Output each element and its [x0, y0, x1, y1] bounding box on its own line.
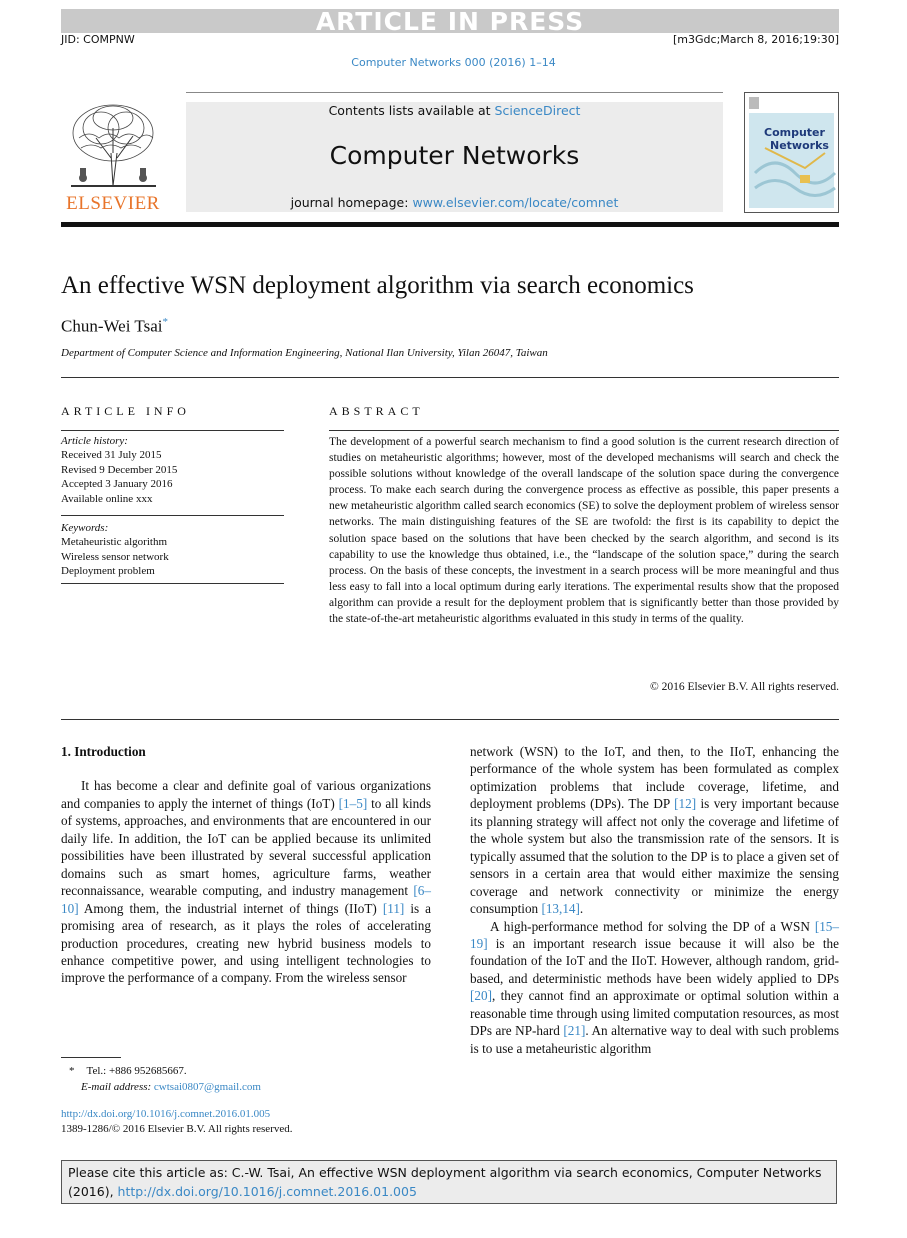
keyword-item: Deployment problem [61, 565, 155, 578]
text-run: . An alternative way to deal with such problems is to use a metaheuristic algorithm [470, 1023, 839, 1056]
history-label: Article history: [61, 435, 128, 447]
text-run: , they cannot find an approximate or optimal solution within a reasonable time through using limited computation resources, as most DPs are NP-hard [470, 988, 839, 1039]
footnote-email-line [61, 1079, 431, 1095]
reference-link[interactable]: [6–10] [61, 883, 431, 916]
article-info-heading: ARTICLE INFO [61, 404, 190, 418]
reference-link[interactable]: [15–19] [470, 918, 839, 951]
build-stamp: [m3Gdc;March 8, 2016;19:30] [673, 33, 839, 46]
contents-line [186, 103, 723, 118]
text-run: Among them, the industrial internet of things (IIoT) [78, 900, 383, 916]
keyword-item: Wireless sensor network [61, 550, 169, 563]
cite-doi-link[interactable]: http://dx.doi.org/10.1016/j.comnet.2016.01.005 [117, 1184, 417, 1199]
paragraph [470, 918, 839, 1058]
email-link[interactable]: cwtsai0807@gmail.com [153, 1081, 261, 1093]
divider [61, 377, 839, 378]
history-item: Received 31 July 2015 [61, 449, 162, 462]
text-run: . [579, 901, 584, 917]
text-run: to all kinds of systems, approaches, and environments that are encountered in our daily life. In addition, the IoT can be applied because its unlimited possibilities have been illustrated by several successful application domains such as smart homes, agriculture farms, weather reconnaissance, wearable computing, and industry management [61, 795, 431, 899]
doi-block [61, 1107, 431, 1137]
affiliation: Department of Computer Science and Information Engineering, National Ilan University, Yilan 26047, Taiwan [61, 347, 548, 359]
cite-this-article-box [61, 1160, 837, 1204]
footnote-tel-line [61, 1063, 431, 1079]
homepage-line [186, 195, 723, 210]
doi-link[interactable]: http://dx.doi.org/10.1016/j.comnet.2016.01.005 [61, 1108, 271, 1120]
keywords-label: Keywords: [61, 522, 109, 534]
divider [61, 430, 284, 431]
citation-line-link[interactable]: Computer Networks 000 (2016) 1–14 [351, 56, 556, 69]
elsevier-wordmark: ELSEVIER [66, 193, 160, 214]
footnote [61, 1063, 431, 1095]
abstract-copyright: © 2016 Elsevier B.V. All rights reserved. [650, 681, 839, 693]
contents-prefix: Contents lists available at [328, 103, 495, 118]
cover-title [764, 126, 829, 152]
reference-link[interactable]: [13,14] [541, 901, 580, 917]
cite-text: Please cite this article as: C.-W. Tsai, An effective WSN deployment algorithm via search economics, Computer Networks (2016), [68, 1165, 822, 1199]
journal-name: Computer Networks [329, 141, 580, 170]
reference-link[interactable]: [21] [563, 1023, 586, 1039]
keywords [61, 521, 284, 579]
paragraph [470, 743, 839, 918]
history-item: Accepted 3 January 2016 [61, 478, 173, 491]
reference-link[interactable]: [20] [470, 988, 492, 1004]
article-title: An effective WSN deployment algorithm via search economics [61, 272, 694, 299]
header-top-rule [186, 92, 723, 93]
body-column-left [61, 743, 431, 987]
footnote-mark: * [69, 1065, 75, 1077]
divider [61, 719, 839, 720]
text-run: A high-performance method for solving the DP of a WSN [490, 918, 815, 934]
article-in-press-banner: ARTICLE IN PRESS [61, 9, 839, 33]
author-line [61, 316, 168, 337]
cover-title-line-2: Networks [770, 139, 829, 152]
divider [329, 430, 839, 431]
divider [61, 515, 284, 516]
email-label: E-mail address: [81, 1081, 154, 1093]
section-heading: 1. Introduction [61, 744, 146, 759]
text-run: is an important research issue because it will also be the foundation of the IoT and the IIoT. However, although random, grid-based, and deterministic methods have been widely applied to DPs [470, 935, 839, 986]
reference-link[interactable]: [11] [382, 900, 405, 916]
header-thick-rule [61, 222, 839, 227]
abstract-heading: ABSTRACT [329, 404, 424, 418]
author-footnote-mark[interactable]: * [162, 316, 168, 328]
divider [61, 583, 284, 584]
text-run: It has become a clear and definite goal of various organizations and companies to apply the internet of things (IoT) [61, 778, 431, 811]
cover-title-line-1: Computer [764, 126, 825, 139]
keyword-item: Metaheuristic algorithm [61, 536, 167, 549]
issn-copyright: 1389-1286/© 2016 Elsevier B.V. All rights reserved. [61, 1123, 293, 1135]
reference-link[interactable]: [1–5] [338, 795, 368, 811]
text-run: is very important because its planning strategy will affect not only the coverage and lifetime of the whole system but also the transmission rate of the sensors. It is typically assumed that the solution to the DP is to place a given set of sensors in a certain area that would either maximize the sensing coverage and network connectivity or minimize the energy consumption [470, 796, 839, 917]
author-name: Chun-Wei Tsai [61, 316, 163, 336]
paragraph [61, 777, 431, 986]
journal-cover-thumbnail [744, 92, 839, 213]
history-item: Revised 9 December 2015 [61, 463, 178, 476]
journal-id: JID: COMPNW [61, 33, 135, 46]
footnote-tel: Tel.: +886 952685667. [86, 1065, 187, 1077]
reference-link[interactable]: [12] [674, 796, 697, 812]
body-column-right [470, 743, 839, 1057]
text-run: is a promising area of research, as it plays the roles of accelerating production procedures, creating new hybrid business models to enhance competitive power, and using intelligent technologies to improve the performance of a company. From the wireless sensor [61, 900, 431, 986]
sciencedirect-link[interactable]: ScienceDirect [494, 103, 581, 118]
article-history [61, 434, 284, 506]
homepage-prefix: journal homepage: [290, 195, 413, 210]
homepage-link[interactable]: www.elsevier.com/locate/comnet [412, 195, 619, 210]
abstract-text: The development of a powerful search mechanism to find a good solution is the current research direction of studies on metaheuristic algorithms; however, most of the developed mechanisms will search and check the possible solutions without knowledge of the overall landscape of the solution space during the convergence process. To make each search during the convergence process as effective as possible, this paper presents a new metaheuristic algorithm called search economics (SE) to solve the deployment problem of wireless sensor networks. The main distinguishing features of the SE are twofold: the first is its capability to depict the solution space based on the solutions that have been checked by the search algorithm, and second is its capability to use the knowledge thus obtained, i.e., the “landscape of the solution space,” during the search process. On the basis of these concepts, the investment in a search process will be more meaningful and thus less easy to fall into a local optimum during early iterations. The experimental results show that the proposed algorithm can provide a result for the deployment problem that is significantly better than those provided by the state-of-the-art metaheuristic algorithms evaluated in this study in terms of the quality. [329, 436, 839, 626]
text-run: network (WSN) to the IoT, and then, to the IIoT, enhancing the performance of the whole system has been formulated as complex optimization problems that include coverage, lifetime, and deployment problems (DPs). The DP [470, 744, 839, 812]
footnote-rule [61, 1057, 121, 1058]
history-item: Available online xxx [61, 492, 153, 505]
